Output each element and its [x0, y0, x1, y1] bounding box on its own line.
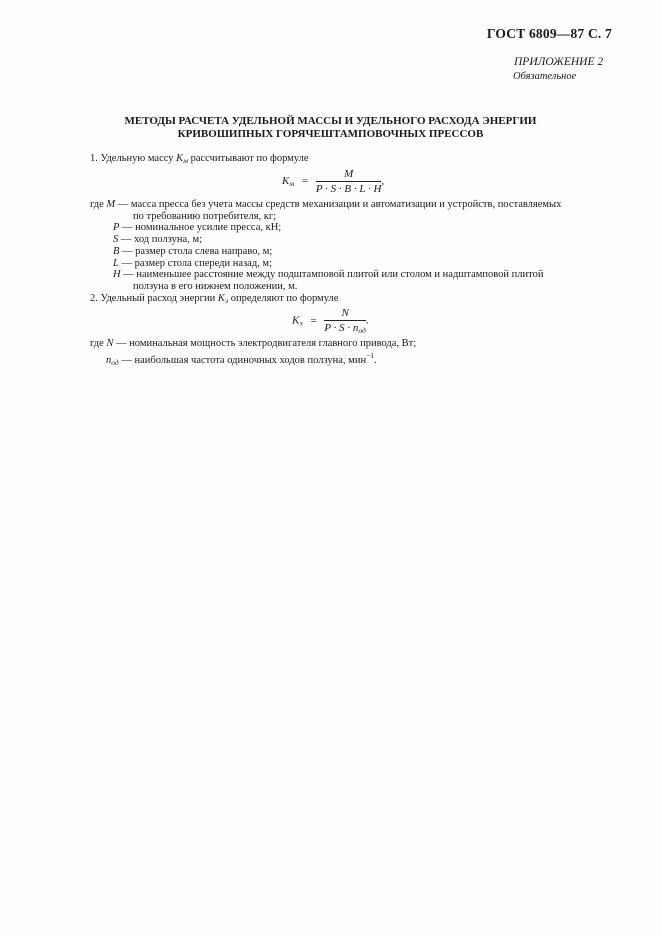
section-title-line2: КРИВОШИПНЫХ ГОРЯЧЕШТАМПОВОЧНЫХ ПРЕССОВ: [177, 128, 484, 140]
formula-specific-energy: $K_э$ = $\frac{N}{P \cdot S \cdot n_{од}}$ .: [292, 307, 369, 335]
appendix-label: ПРИЛОЖЕНИЕ 2: [514, 56, 604, 68]
definition-B: B — размер стола слева направо, м;: [113, 246, 273, 257]
section-title-line1: МЕТОДЫ РАСЧЕТА УДЕЛЬНОЙ МАССЫ И УДЕЛЬНОГО РАСХОДА ЭНЕРГИИ: [124, 115, 537, 127]
definition-S: S — ход ползуна, м;: [113, 234, 203, 245]
definition-L: L — размер стола спереди назад, м;: [113, 258, 272, 269]
definition-H-cont: ползуна в его нижнем положении, м.: [133, 281, 298, 292]
definition-H: H — наименьшее расстояние между подштамповой плитой или столом и надштамповой плитой: [113, 269, 544, 280]
definition-N: где N — номинальная мощность электродвигателя главного привода, Вт;: [90, 338, 417, 349]
section2-intro: 2. Удельный расход энергии $K_э$ определяют по формуле: [90, 293, 339, 305]
formula-specific-mass: $K_м$ = $\frac{M}{P \cdot S \cdot B \cdot L \cdot H}$ ,: [282, 168, 385, 195]
definition-P: P — номинальное усилие пресса, кН;: [113, 222, 282, 233]
definition-n-od: $n_{од}$ — наибольшая частота одиночных ходов ползуна, мин$^{-1}$.: [106, 351, 377, 367]
appendix-status: Обязательное: [513, 71, 577, 82]
definition-M-cont: по требованию потребителя, кг;: [133, 211, 277, 222]
fraction: $\frac{N}{P \cdot S \cdot n_{од}}$: [324, 307, 366, 335]
definition-M: где M — масса пресса без учета массы средств механизации и автоматизации и устройств, поставляемых: [90, 199, 562, 210]
section1-intro: 1. Удельную массу $K_м$ рассчитывают по формуле: [90, 153, 309, 165]
fraction: $\frac{M}{P \cdot S \cdot B \cdot L \cdot H}$: [315, 168, 382, 195]
document-reference: ГОСТ 6809—87 С. 7: [486, 26, 612, 41]
